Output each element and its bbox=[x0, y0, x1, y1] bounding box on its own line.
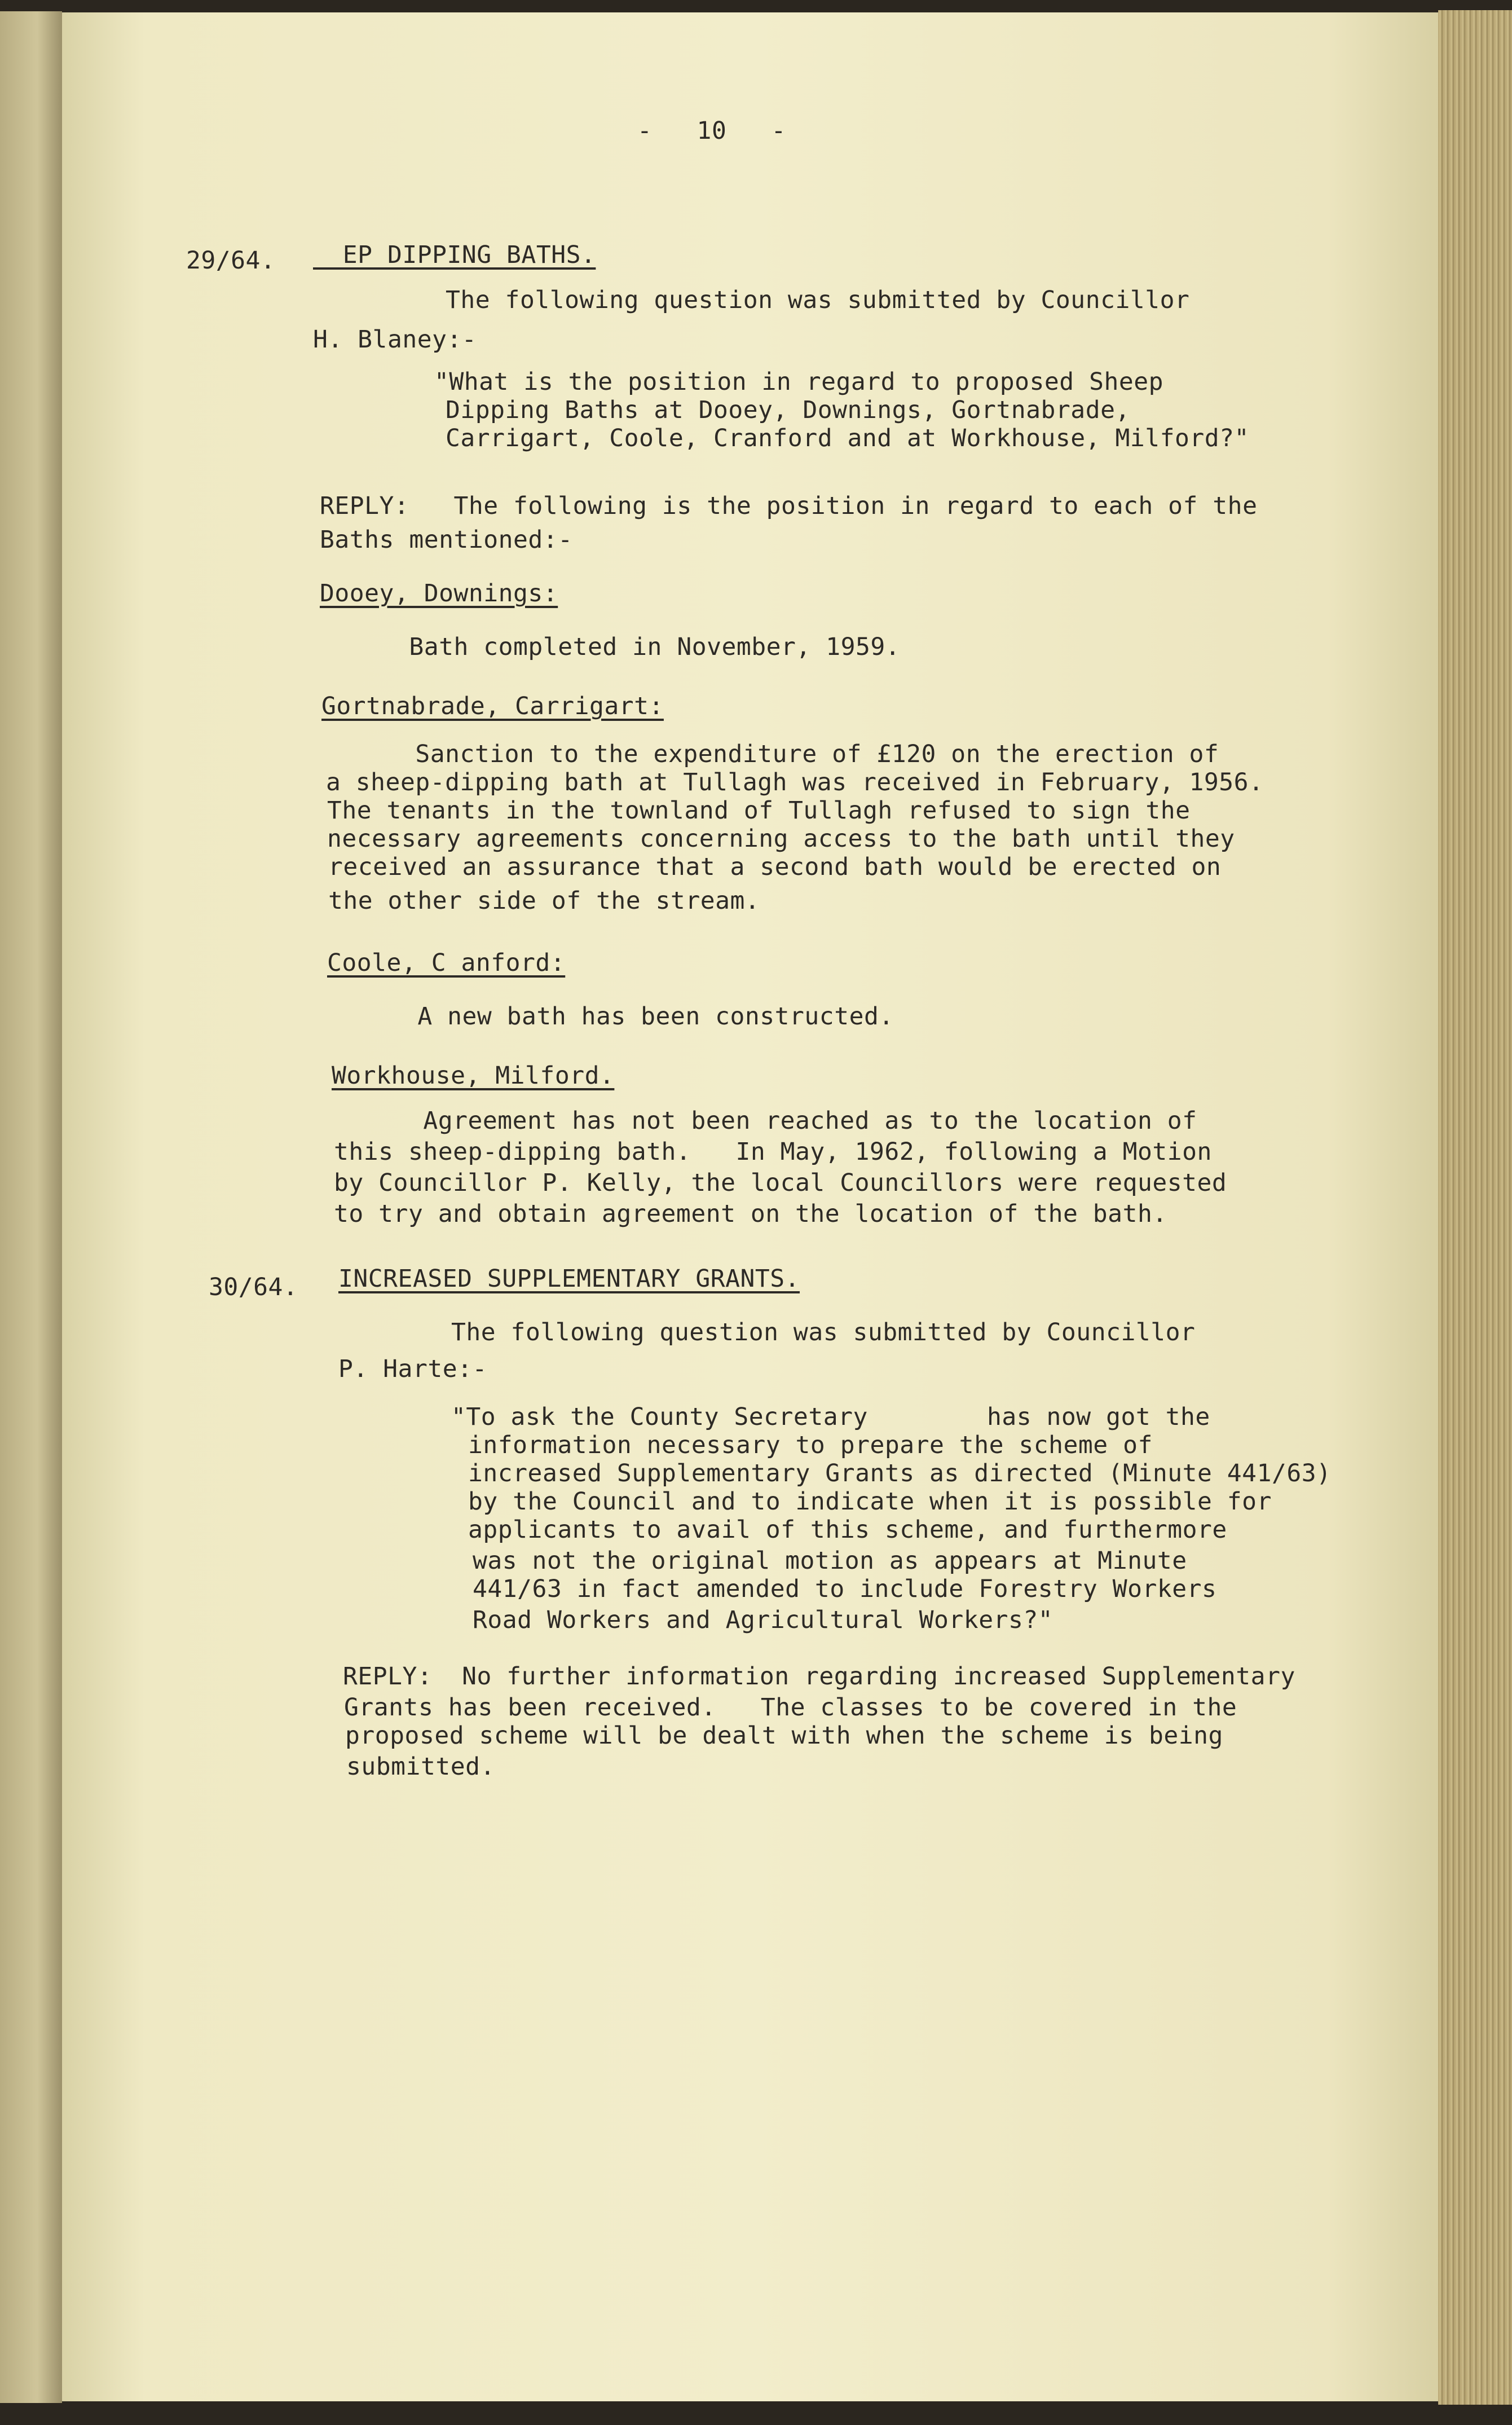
section-body-line: the other side of the stream. bbox=[328, 887, 760, 915]
question-line-6: was not the original motion as appears at Minute bbox=[473, 1547, 1187, 1575]
section-body-line: a sheep-dipping bath at Tullagh was received in February, 1956. bbox=[326, 768, 1264, 796]
facing-page-edge bbox=[0, 11, 62, 2403]
section-body-line: The tenants in the townland of Tullagh refused to sign the bbox=[327, 796, 1191, 825]
question-line-3: Carrigart, Coole, Cranford and at Workhouse, Milford?" bbox=[446, 424, 1249, 452]
item-number-30: 30/64. bbox=[209, 1273, 298, 1301]
question-line-1: "To ask the County Secretary has now got the bbox=[451, 1403, 1210, 1431]
intro-line-1: The following question was submitted by Councillor bbox=[451, 1318, 1196, 1346]
section-body-line: A new bath has been constructed. bbox=[328, 1002, 894, 1031]
intro-line-1: The following question was submitted by Councillor bbox=[446, 286, 1190, 314]
reply-line-1: REPLY: The following is the position in regard to each of the bbox=[320, 492, 1258, 520]
intro-line-2: P. Harte:- bbox=[338, 1355, 487, 1383]
item-number-29: 29/64. bbox=[186, 247, 276, 275]
reply-line-2: Grants has been received. The classes to be covered in the bbox=[344, 1693, 1237, 1722]
section-heading: Gortnabrade, Carrigart: bbox=[321, 692, 664, 720]
section-heading: Workhouse, Milford. bbox=[332, 1062, 615, 1090]
item-heading-30: INCREASED SUPPLEMENTARY GRANTS. bbox=[338, 1265, 800, 1293]
page-stack-edge bbox=[1438, 10, 1512, 2405]
section-body-line: to try and obtain agreement on the location of the bath. bbox=[334, 1200, 1167, 1228]
section-heading: Coole, C anford: bbox=[327, 949, 566, 977]
section-body-line: Sanction to the expenditure of £120 on the erection of bbox=[326, 740, 1219, 768]
question-line-4: by the Council and to indicate when it is possible for bbox=[468, 1487, 1272, 1516]
question-line-3: increased Supplementary Grants as directed (Minute 441/63) bbox=[468, 1459, 1332, 1487]
section-body-line: by Councillor P. Kelly, the local Councillors were requested bbox=[334, 1169, 1227, 1197]
question-line-1: "What is the position in regard to proposed Sheep bbox=[434, 368, 1164, 396]
reply-line-1: REPLY: No further information regarding increased Supplementary bbox=[343, 1662, 1295, 1691]
question-line-5: applicants to avail of this scheme, and furthermore bbox=[468, 1516, 1227, 1544]
question-line-8: Road Workers and Agricultural Workers?" bbox=[473, 1606, 1053, 1634]
question-line-2: Dipping Baths at Dooey, Downings, Gortnabrade, bbox=[446, 396, 1130, 424]
page-number: - 10 - bbox=[637, 117, 786, 145]
section-body-line: this sheep-dipping bath. In May, 1962, following a Motion bbox=[334, 1138, 1212, 1166]
reply-line-2: Baths mentioned:- bbox=[320, 526, 573, 554]
section-heading: Dooey, Downings: bbox=[320, 579, 558, 608]
reply-line-4: submitted. bbox=[346, 1753, 495, 1781]
intro-line-2: H. Blaney:- bbox=[313, 325, 477, 354]
section-body-line: received an assurance that a second bath would be erected on bbox=[328, 853, 1222, 881]
item-heading-29: EP DIPPING BATHS. bbox=[313, 241, 596, 269]
section-body-line: necessary agreements concerning access to the bath until they bbox=[327, 825, 1235, 853]
question-line-7: 441/63 in fact amended to include Forestry Workers bbox=[473, 1575, 1217, 1603]
reply-line-3: proposed scheme will be dealt with when the scheme is being bbox=[345, 1722, 1223, 1750]
section-body-line: Bath completed in November, 1959. bbox=[320, 633, 901, 661]
question-line-2: information necessary to prepare the scheme of bbox=[468, 1431, 1153, 1459]
section-body-line: Agreement has not been reached as to the location of bbox=[334, 1107, 1197, 1135]
